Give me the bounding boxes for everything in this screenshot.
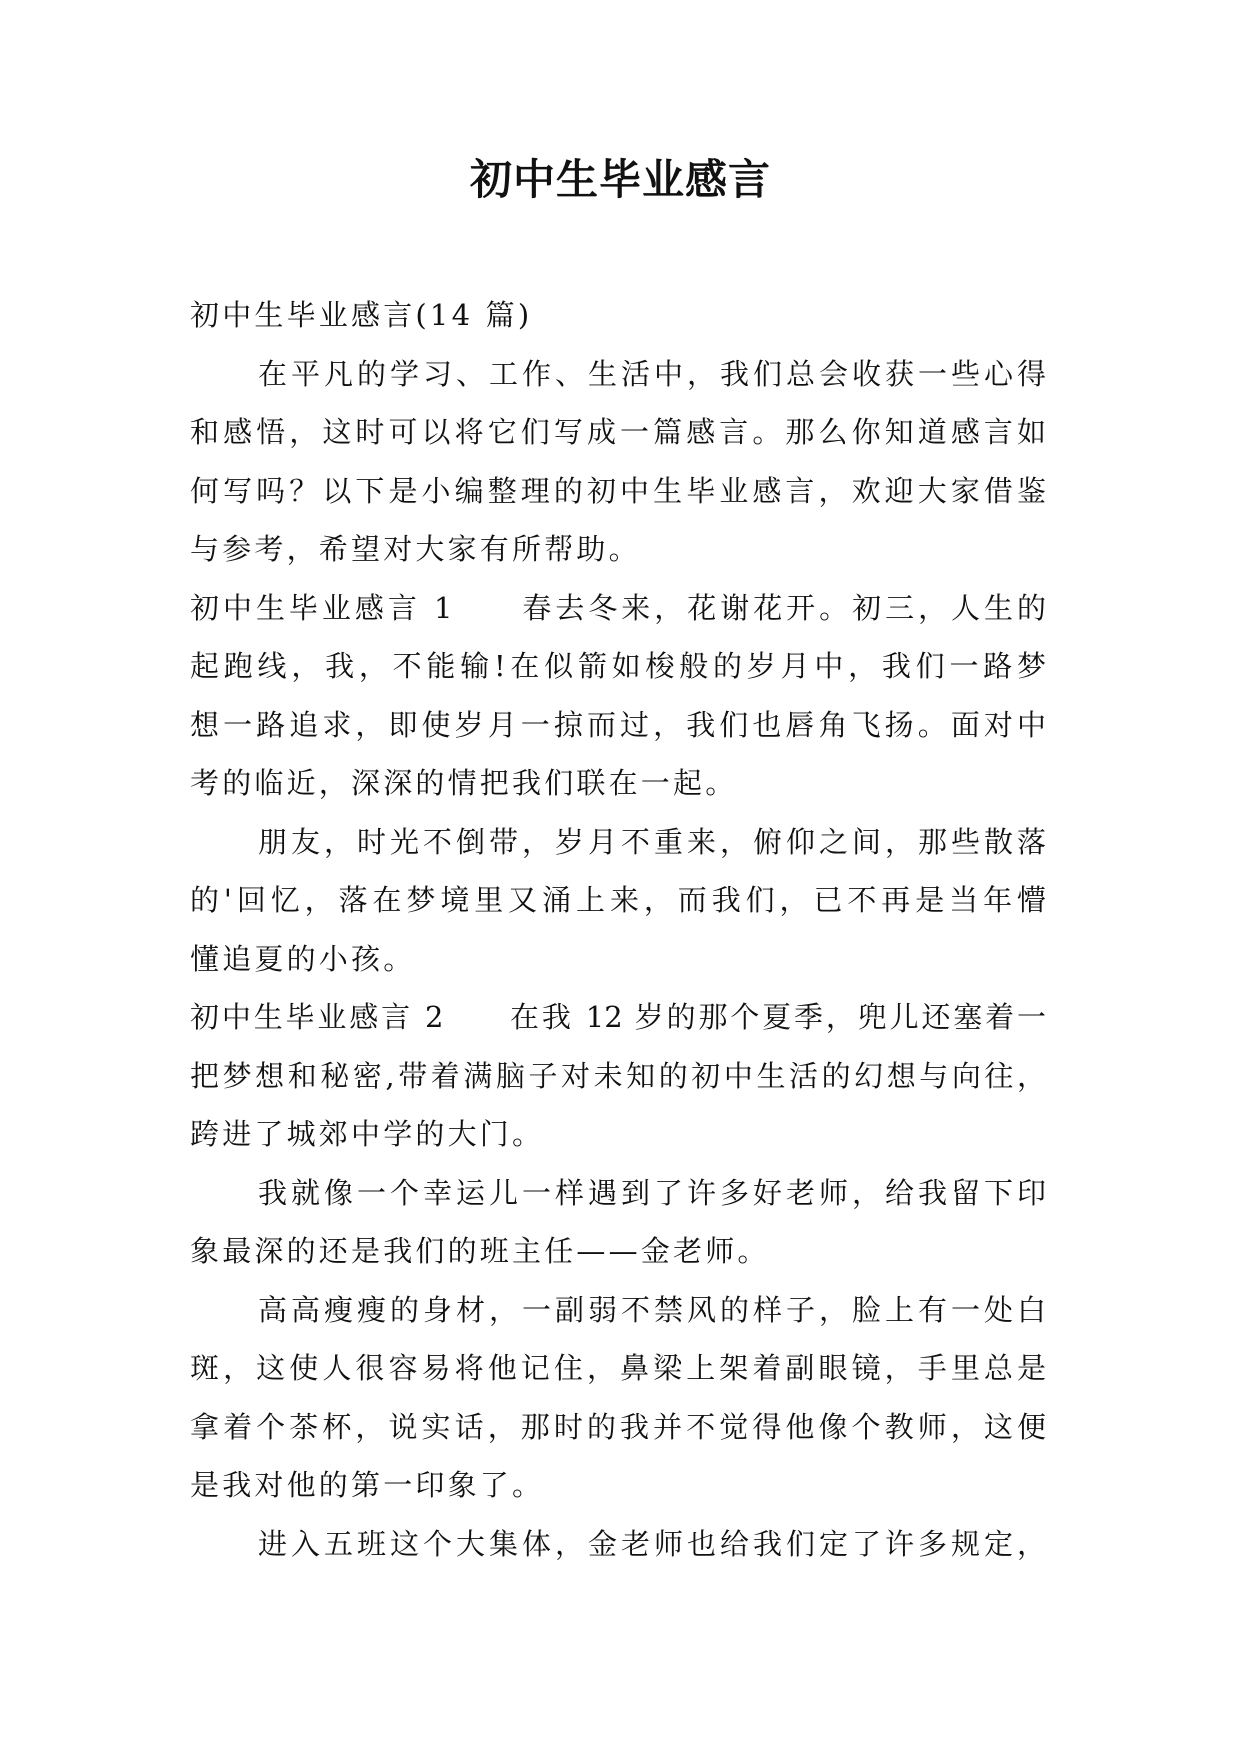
text-line: 懂追夏的小孩。 (190, 941, 416, 976)
text-line: 斑，这使人很容易将他记住，鼻梁上架着副眼镜，手里总是 (190, 1351, 1046, 1385)
text-line: 初中生毕业感言 1 春去冬来，花谢花开。初三，人生的 (190, 590, 1046, 625)
document-body (190, 286, 1046, 1573)
text-line: 起跑线，我，不能输!在似箭如梭般的岁月中，我们一路梦 (190, 649, 1046, 683)
text-line: 的'回忆，落在梦境里又涌上来，而我们，已不再是当年懵 (190, 883, 1046, 917)
text-line: 与参考，希望对大家有所帮助。 (190, 532, 641, 566)
text-line: 把梦想和秘密,带着满脑子对未知的初中生活的幻想与向往， (190, 1058, 1046, 1093)
text-line: 是我对他的第一印象了。 (190, 1468, 545, 1502)
text-line: 朋友，时光不倒带，岁月不重来，俯仰之间，那些散落 (258, 824, 1046, 859)
text-line: 和感悟，这时可以将它们写成一篇感言。那么你知道感言如 (190, 415, 1046, 449)
text-line: 跨进了城郊中学的大门。 (190, 1117, 545, 1151)
text-line: 何写吗？以下是小编整理的初中生毕业感言，欢迎大家借鉴 (190, 473, 1046, 508)
text-line: 进入五班这个大集体，金老师也给我们定了许多规定， (258, 1526, 1046, 1561)
text-line: 初中生毕业感言 2 在我 12 岁的那个夏季，兜儿还塞着一 (190, 1000, 1046, 1034)
document-title: 初中生毕业感言 (469, 155, 771, 204)
text-line: 想一路追求，即使岁月一掠而过，我们也唇角飞扬。面对中 (190, 707, 1046, 742)
text-line: 初中生毕业感言(14 篇) (190, 298, 533, 332)
text-line: 我就像一个幸运儿一样遇到了许多好老师，给我留下印 (258, 1175, 1046, 1210)
text-line: 在平凡的学习、工作、生活中，我们总会收获一些心得 (258, 356, 1046, 391)
text-line: 高高瘦瘦的身材，一副弱不禁风的样子，脸上有一处白 (258, 1292, 1046, 1327)
text-line: 象最深的还是我们的班主任——金老师。 (190, 1234, 770, 1268)
text-line: 拿着个茶杯，说实话，那时的我并不觉得他像个教师，这便 (190, 1409, 1046, 1444)
text-line: 考的临近，深深的情把我们联在一起。 (190, 766, 738, 800)
